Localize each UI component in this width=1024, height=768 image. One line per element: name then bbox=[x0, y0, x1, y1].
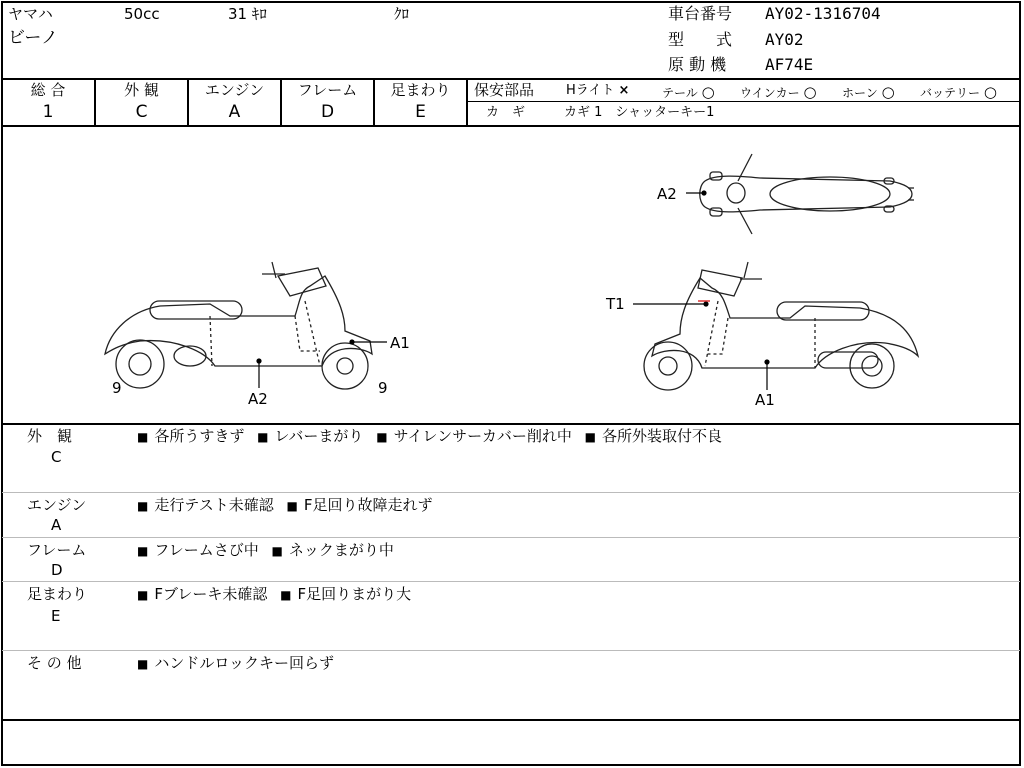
grade-value: C bbox=[135, 102, 148, 122]
label-a1-right: A1 bbox=[755, 391, 775, 409]
bullet-icon: ■ bbox=[584, 430, 596, 444]
remark-item: Fブレーキ未確認 bbox=[154, 585, 268, 603]
bullet-icon: ■ bbox=[280, 588, 292, 602]
remark-item: 各所うすきず bbox=[154, 427, 245, 445]
bullet-icon: ■ bbox=[257, 430, 269, 444]
remark-label: 足まわり bbox=[27, 585, 88, 603]
safety-item-mark: ○ bbox=[881, 83, 895, 101]
grade-label: 総 合 bbox=[30, 81, 66, 99]
remark-grade: A bbox=[51, 516, 62, 534]
color: ｸﾛ bbox=[394, 5, 410, 23]
remark-item: ハンドルロックキー回らず bbox=[154, 654, 335, 672]
safety-item-tail bbox=[662, 85, 715, 100]
keys-label: カ ギ bbox=[486, 105, 526, 120]
grade-value: E bbox=[415, 102, 426, 122]
remark-grade: D bbox=[51, 561, 63, 579]
label-a2-left: A2 bbox=[248, 390, 268, 408]
bullet-icon: ■ bbox=[271, 544, 283, 558]
remarks-divider bbox=[2, 581, 1020, 582]
remark-grade: E bbox=[51, 607, 61, 625]
safety-label: 保安部品 bbox=[474, 81, 535, 99]
grade-label: 足まわり bbox=[390, 81, 451, 99]
remark-items bbox=[137, 498, 433, 513]
label-a2-top: A2 bbox=[657, 185, 677, 203]
remark-label: フレーム bbox=[27, 541, 87, 559]
displacement: 50cc bbox=[124, 5, 160, 23]
label-9-front: 9 bbox=[378, 379, 388, 397]
vehicle-diagram bbox=[0, 126, 1024, 424]
safety-item-mark: ○ bbox=[983, 83, 997, 101]
grade-value: 1 bbox=[42, 102, 54, 122]
remarks-divider bbox=[2, 650, 1020, 651]
maker: ヤマハ bbox=[8, 5, 53, 23]
grade-label: 外 観 bbox=[124, 81, 159, 99]
bullet-icon: ■ bbox=[137, 657, 149, 671]
scooter-top-view bbox=[700, 154, 914, 234]
remark-grade: C bbox=[51, 448, 62, 466]
remarks-bottom-line bbox=[1, 719, 1021, 721]
remark-label: そ の 他 bbox=[27, 654, 82, 672]
remark-item: F足回りまがり大 bbox=[297, 585, 412, 603]
header-divider bbox=[1, 78, 1021, 80]
grade-value: A bbox=[228, 102, 241, 122]
model-name: ビーノ bbox=[8, 28, 58, 48]
safety-item-headlight bbox=[566, 84, 629, 97]
diagram-bottom-line bbox=[1, 423, 1021, 425]
remarks-divider bbox=[2, 537, 1020, 538]
bullet-icon: ■ bbox=[137, 544, 149, 558]
grade-divider bbox=[466, 78, 468, 126]
safety-item-name: ホーン bbox=[842, 86, 878, 100]
mileage: 31 ｷﾛ bbox=[228, 5, 267, 23]
frame-no: AY02-1316704 bbox=[765, 4, 881, 23]
remark-items bbox=[137, 587, 411, 602]
label-a1-left: A1 bbox=[390, 334, 410, 352]
engine-value: AF74E bbox=[765, 55, 814, 74]
safety-item-name: ウインカー bbox=[740, 86, 800, 100]
remarks-divider bbox=[2, 492, 1020, 493]
engine-label: 原 動 機 bbox=[668, 55, 727, 74]
safety-item-name: テール bbox=[662, 86, 698, 100]
safety-item-horn bbox=[842, 85, 895, 100]
type-label: 型 式 bbox=[668, 30, 733, 49]
safety-item-name: Hライト bbox=[566, 83, 615, 98]
label-t1: T1 bbox=[606, 295, 625, 313]
grade-label: エンジン bbox=[204, 81, 265, 99]
grade-label: フレーム bbox=[297, 81, 358, 99]
safety-item-mark: ○ bbox=[803, 83, 817, 101]
bullet-icon: ■ bbox=[137, 588, 149, 602]
remark-items bbox=[137, 656, 334, 671]
bullet-icon: ■ bbox=[286, 499, 298, 513]
safety-item-winker bbox=[740, 85, 817, 100]
bullet-icon: ■ bbox=[137, 499, 149, 513]
safety-item-name: バッテリー bbox=[920, 86, 981, 100]
remark-label: 外 観 bbox=[27, 427, 73, 445]
frame-no-label: 車台番号 bbox=[668, 4, 733, 23]
type-value: AY02 bbox=[765, 30, 804, 49]
keys-value: カギ 1 シャッターキー1 bbox=[564, 105, 715, 120]
remark-item: F足回り故障走れず bbox=[303, 496, 433, 514]
safety-item-mark: ○ bbox=[701, 83, 715, 101]
remark-item: レバーまがり bbox=[274, 427, 364, 445]
bullet-icon: ■ bbox=[376, 430, 388, 444]
scooter-right-view bbox=[644, 262, 918, 390]
remark-item: 走行テスト未確認 bbox=[154, 496, 274, 514]
remark-item: ネックまがり中 bbox=[288, 541, 394, 559]
remark-label: エンジン bbox=[27, 496, 87, 514]
grade-value: D bbox=[320, 102, 335, 122]
remark-items bbox=[137, 543, 394, 558]
bullet-icon: ■ bbox=[137, 430, 149, 444]
remark-item: サイレンサーカバー削れ中 bbox=[393, 427, 572, 445]
remark-item: 各所外装取付不良 bbox=[601, 427, 722, 445]
label-9-rear: 9 bbox=[112, 379, 122, 397]
safety-item-battery bbox=[920, 85, 997, 100]
remark-items bbox=[137, 429, 722, 444]
safety-item-mark: × bbox=[618, 83, 630, 98]
scooter-left-view bbox=[105, 262, 372, 389]
remark-item: フレームさび中 bbox=[154, 541, 259, 559]
safety-divider bbox=[468, 101, 1021, 102]
